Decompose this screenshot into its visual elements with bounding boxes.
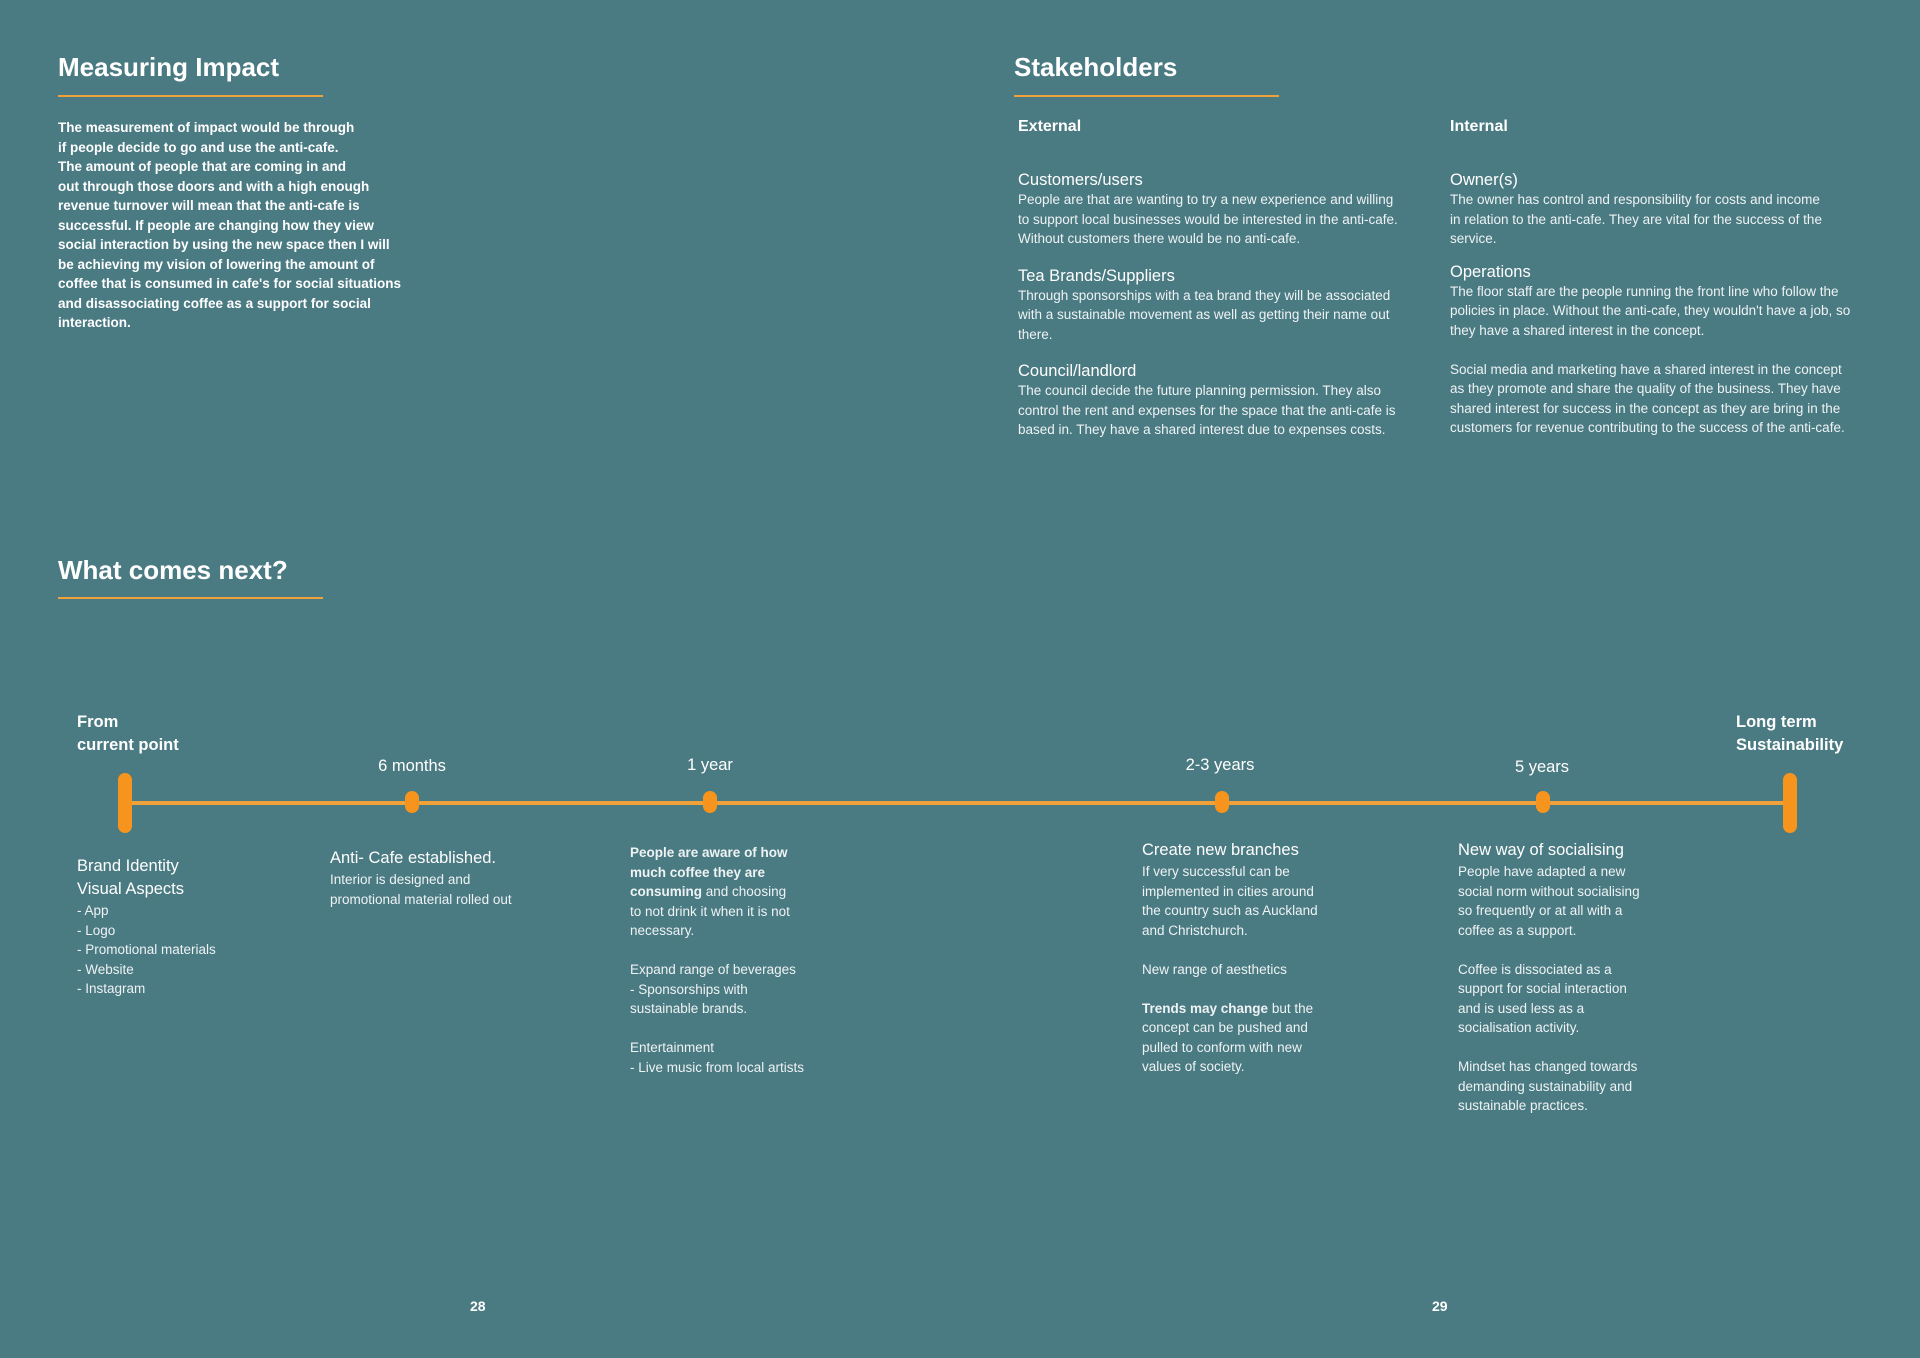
text-span: New range of aesthetics: [1142, 961, 1287, 977]
text-line: [630, 921, 850, 941]
bold-text: consuming: [630, 884, 703, 899]
text-line: - Instagram: [77, 981, 146, 996]
stakeholders-heading: Stakeholders: [1014, 52, 1178, 82]
text-line: The measurement of impact would be through: [58, 120, 355, 135]
milestone-start-block: [77, 855, 297, 999]
internal-label: Internal: [1450, 118, 1508, 135]
text-line: social norm without socialising: [1458, 883, 1640, 899]
text-line: Interior is designed and: [330, 872, 471, 887]
timeline-dot-2-3-years: [1215, 791, 1229, 813]
timeline-dot-6-months: [405, 791, 419, 813]
text-line: support for social interaction: [1458, 981, 1627, 996]
stakeholder-title: Operations: [1450, 262, 1531, 281]
text-line: [630, 1058, 850, 1078]
text-line: [1142, 979, 1362, 999]
text-line: [1458, 1038, 1678, 1058]
milestone-1-year-text: [630, 843, 850, 1077]
stakeholder-description: [1450, 282, 1880, 438]
text-line: People are that are wanting to try a new experience and willing: [1018, 192, 1394, 207]
text-span: and choosing: [702, 884, 787, 899]
timeline-dot-5-years: [1536, 791, 1550, 813]
text-line: [630, 1019, 850, 1039]
milestone-6-months-block: [330, 847, 550, 909]
text-line: and disassociating coffee as a support for social: [58, 295, 371, 311]
text-line: interaction.: [58, 315, 131, 330]
text-line: The amount of people that are coming in and: [58, 159, 347, 174]
text-line: [630, 902, 850, 922]
milestone-5-years-text: [1458, 862, 1678, 1116]
stakeholder-group: [1018, 170, 1428, 249]
text-line: [1142, 901, 1362, 921]
bold-text: Trends may change: [1142, 1000, 1269, 1016]
text-line: Without customers there would be no anti-cafe.: [1018, 231, 1301, 246]
text-line: [630, 843, 850, 863]
text-line: shared interest for success in the concept as they are bring in the: [1450, 400, 1841, 416]
text-line: [630, 980, 850, 1000]
page-number-left: 28: [470, 1298, 486, 1314]
timeline-end-label: Long term Sustainability: [1736, 713, 1844, 754]
milestone-2-3-years-text: [1142, 862, 1362, 1077]
text-line: - App: [77, 903, 109, 918]
what-comes-next-heading: What comes next?: [58, 555, 288, 585]
text-span: Expand range of beverages: [630, 962, 796, 977]
text-line: People have adapted a new: [1458, 864, 1626, 879]
stakeholder-description: [1018, 381, 1428, 440]
text-line: [1142, 960, 1362, 980]
text-span: concept can be pushed and: [1142, 1020, 1308, 1035]
text-line: in relation to the anti-cafe. They are vital for the success of the: [1450, 211, 1822, 227]
text-span: Entertainment: [630, 1040, 715, 1055]
milestone-6-months-text: [330, 870, 550, 909]
text-line: based in. They have a shared interest due to expenses costs.: [1018, 422, 1386, 437]
text-line: Through sponsorships with a tea brand they will be associated: [1018, 287, 1391, 303]
text-span: implemented in cities around: [1142, 883, 1314, 899]
text-line: coffee that is consumed in cafe's for social situations: [58, 276, 402, 291]
stakeholder-group: [1018, 361, 1428, 440]
text-span: If very successful can be: [1142, 864, 1290, 879]
stakeholder-group: [1450, 170, 1880, 249]
text-line: Social media and marketing have a shared interest in the concept: [1450, 361, 1842, 377]
text-line: Mindset has changed towards: [1458, 1059, 1638, 1074]
text-line: be achieving my vision of lowering the amount of: [58, 256, 375, 272]
text-line: [1450, 340, 1880, 360]
external-label: External: [1018, 118, 1082, 135]
text-line: [630, 941, 850, 961]
bold-text: much coffee they are: [630, 864, 766, 880]
text-line: sustainable practices.: [1458, 1098, 1588, 1113]
text-line: and is used less as a: [1458, 1000, 1585, 1016]
text-line: policies in place. Without the anti-cafe, they wouldn't have a job, so: [1450, 303, 1851, 318]
what-comes-next-rule: [58, 597, 323, 599]
text-span: and Christchurch.: [1142, 922, 1248, 938]
text-line: [1142, 1018, 1362, 1038]
text-line: [630, 882, 850, 902]
stakeholders-rule: [1014, 95, 1279, 97]
text-line: coffee as a support.: [1458, 922, 1577, 938]
milestone-2-3-years-title: Create new branches: [1142, 841, 1299, 859]
text-line: [1458, 940, 1678, 960]
stakeholder-description: [1450, 190, 1880, 249]
text-line: Coffee is dissociated as a: [1458, 961, 1612, 977]
text-line: [1142, 940, 1362, 960]
text-line: socialisation activity.: [1458, 1020, 1580, 1035]
milestone-label-2-3-years: 2-3 years: [1185, 756, 1255, 774]
text-line: [1142, 1057, 1362, 1077]
milestone-label-6-months: 6 months: [378, 757, 446, 775]
timeline-start-label: From current point: [77, 713, 179, 754]
measuring-impact-text: [58, 118, 418, 333]
text-line: - Promotional materials: [77, 942, 216, 957]
text-line: control the rent and expenses for the space that the anti-cafe is: [1018, 402, 1396, 418]
milestone-1-year-block: [630, 843, 850, 1077]
stakeholder-group: [1450, 262, 1880, 438]
text-line: [630, 999, 850, 1019]
text-line: [1142, 921, 1362, 941]
stakeholder-description: [1018, 190, 1428, 249]
stakeholder-title: Owner(s): [1450, 171, 1518, 189]
text-line: to support local businesses would be interested in the anti-cafe.: [1018, 211, 1398, 227]
milestone-start-title-2: Visual Aspects: [77, 880, 185, 898]
text-span: to not drink it when it is not: [630, 903, 790, 919]
text-line: The council decide the future planning permission. They also: [1018, 383, 1381, 398]
stakeholder-group: [1018, 266, 1428, 345]
text-span: but the: [1268, 1000, 1314, 1016]
text-line: there.: [1018, 326, 1053, 342]
text-line: successful. If people are changing how they view: [58, 217, 374, 233]
text-line: [630, 1038, 850, 1058]
internal-stakeholders: [1450, 170, 1880, 438]
milestone-6-months-title: Anti- Cafe established.: [330, 849, 497, 867]
milestone-5-years-title: New way of socialising: [1458, 841, 1624, 859]
stakeholder-description: [1018, 286, 1428, 345]
text-line: - Website: [77, 961, 134, 977]
text-line: [630, 863, 850, 883]
text-line: out through those doors and with a high enough: [58, 178, 370, 194]
text-span: necessary.: [630, 923, 695, 938]
text-span: - Live music from local artists: [630, 1059, 805, 1075]
milestone-label-1-year: 1 year: [687, 756, 733, 774]
milestone-start-title-1: Brand Identity: [77, 857, 179, 875]
text-line: [1142, 882, 1362, 902]
text-span: the country such as Auckland: [1142, 903, 1318, 918]
text-line: The floor staff are the people running the front line who follow the: [1450, 283, 1839, 299]
timeline-end-marker: [1783, 773, 1797, 833]
text-line: social interaction by using the new space then I will: [58, 237, 390, 252]
text-line: [1142, 862, 1362, 882]
text-line: with a sustainable movement as well as getting their name out: [1018, 307, 1390, 322]
text-line: demanding sustainability and: [1458, 1078, 1633, 1094]
text-line: promotional material rolled out: [330, 891, 512, 907]
stakeholder-title: Tea Brands/Suppliers: [1018, 266, 1175, 285]
stakeholder-title: Council/landlord: [1018, 362, 1137, 380]
text-span: values of society.: [1142, 1059, 1245, 1074]
milestone-2-3-years-block: [1142, 839, 1362, 1077]
text-line: [1142, 999, 1362, 1019]
milestone-5-years-block: [1458, 839, 1678, 1116]
external-stakeholders: [1018, 170, 1428, 440]
timeline-dot-1-year: [703, 791, 717, 813]
text-line: - Logo: [77, 922, 116, 938]
text-line: The owner has control and responsibility for costs and income: [1450, 192, 1820, 207]
text-line: as they promote and share the quality of the business. They have: [1450, 381, 1841, 396]
milestone-label-5-years: 5 years: [1514, 758, 1570, 776]
timeline-start-marker: [118, 773, 132, 833]
text-line: so frequently or at all with a: [1458, 903, 1623, 918]
text-line: they have a shared interest in the concept.: [1450, 322, 1705, 338]
stakeholder-title: Customers/users: [1018, 171, 1143, 189]
text-span: pulled to conform with new: [1142, 1039, 1302, 1055]
text-line: if people decide to go and use the anti-cafe.: [58, 139, 339, 155]
text-line: revenue turnover will mean that the anti-cafe is: [58, 198, 360, 213]
text-line: [1142, 1038, 1362, 1058]
text-line: [630, 960, 850, 980]
page-number-right: 29: [1432, 1298, 1448, 1314]
text-span: sustainable brands.: [630, 1001, 748, 1016]
text-line: service.: [1450, 231, 1497, 246]
text-span: - Sponsorships with: [630, 981, 748, 997]
text-line: customers for revenue contributing to the success of the anti-cafe.: [1450, 420, 1845, 435]
bold-text: People are aware of how: [630, 845, 788, 860]
milestone-start-list: [77, 901, 297, 999]
measuring-impact-rule: [58, 95, 323, 97]
measuring-impact-heading: Measuring Impact: [58, 52, 280, 82]
